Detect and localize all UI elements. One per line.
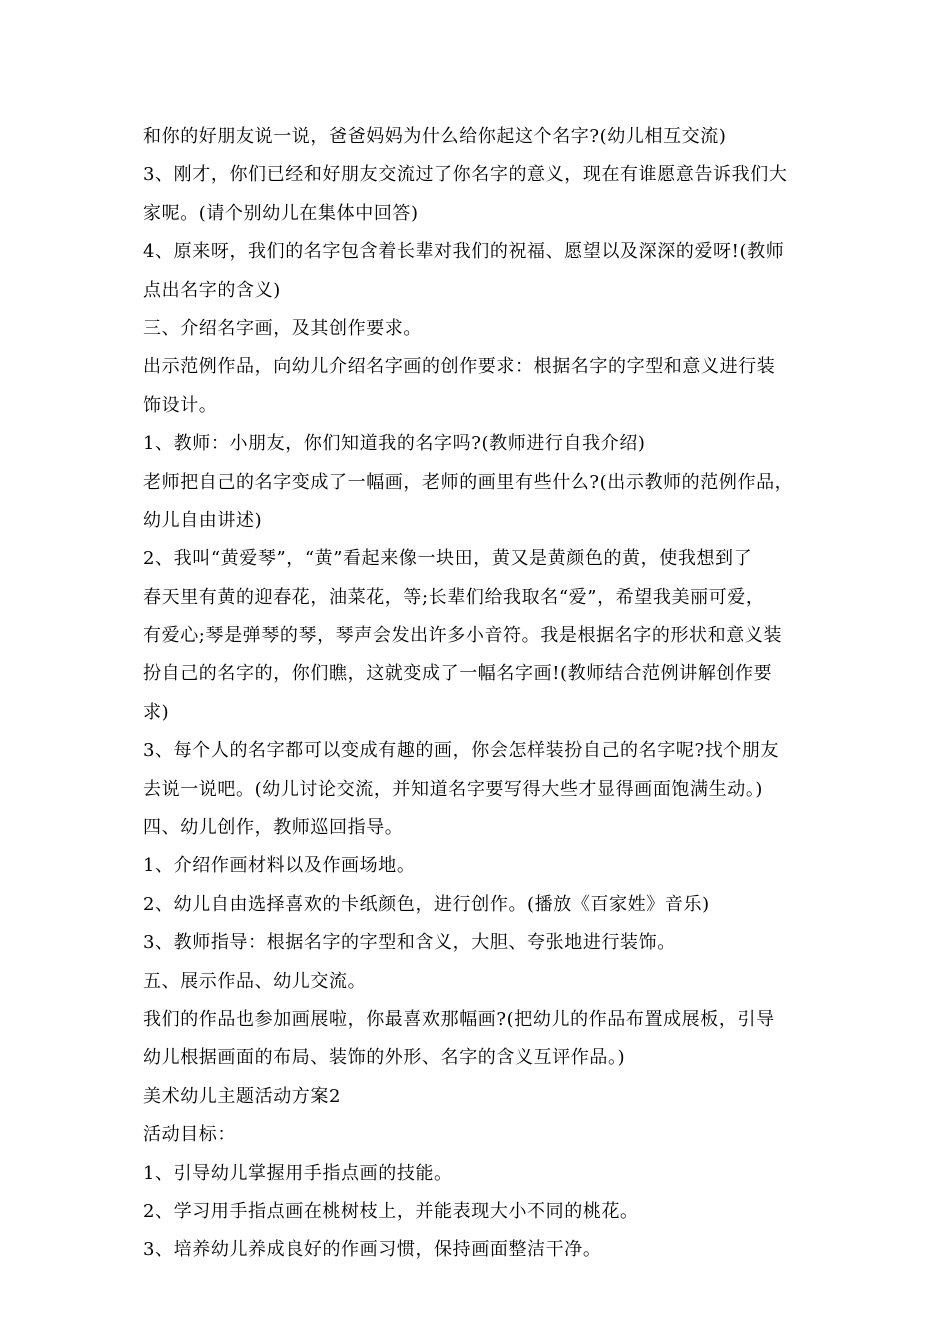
text-line: 有爱心;琴是弹琴的琴，琴声会发出许多小音符。我是根据名字的形状和意义装	[143, 625, 783, 647]
text-line: 出示范例作品，向幼儿介绍名字画的创作要求：根据名字的字型和意义进行装	[143, 356, 776, 378]
text-line: 春天里有黄的迎春花，油菜花，等;长辈们给我取名“爱”，希望我美丽可爱，	[143, 586, 765, 608]
text-line: 幼儿根据画面的布局、装饰的外形、名字的含义互评作品。)	[143, 1047, 626, 1069]
text-line: 去说一说吧。(幼儿讨论交流，并知道名字要写得大些才显得画面饱满生动。)	[143, 778, 764, 800]
plan-title: 美术幼儿主题活动方案2	[143, 1085, 342, 1107]
text-line: 1、介绍作画材料以及作画场地。	[143, 855, 416, 877]
text-line: 老师把自己的名字变成了一幅画，老师的画里有些什么?(出示教师的范例作品，	[143, 471, 794, 493]
text-line: 幼儿自由讲述)	[143, 509, 263, 531]
document-body	[143, 118, 823, 1270]
text-line: 2、我叫“黄爱琴”，“黄”看起来像一块田，黄又是黄颜色的黄，使我想到了	[143, 548, 753, 570]
text-line: 1、引导幼儿掌握用手指点画的技能。	[143, 1162, 453, 1184]
text-line: 1、教师：小朋友，你们知道我的名字吗?(教师进行自我介绍)	[143, 433, 646, 455]
section-heading: 三、介绍名字画，及其创作要求。	[143, 317, 422, 339]
text-line: 求)	[143, 701, 170, 723]
section-heading: 四、幼儿创作，教师巡回指导。	[143, 817, 404, 839]
text-line: 和你的好朋友说一说，爸爸妈妈为什么给你起这个名字?(幼儿相互交流)	[143, 126, 727, 147]
section-heading: 五、展示作品、幼儿交流。	[143, 970, 367, 992]
text-line: 3、刚才，你们已经和好朋友交流过了你名字的意义，现在有谁愿意告诉我们大	[143, 164, 788, 186]
text-line: 3、每个人的名字都可以变成有趣的画，你会怎样装扮自己的名字呢?找个朋友	[143, 740, 780, 762]
text-line: 饰设计。	[143, 394, 218, 416]
text-line: 扮自己的名字的，你们瞧，这就变成了一幅名字画!(教师结合范例讲解创作要	[143, 663, 773, 685]
text-line: 点出名字的含义)	[143, 279, 281, 301]
text-line: 2、幼儿自由选择喜欢的卡纸颜色，进行创作。(播放《百家姓》音乐)	[143, 893, 710, 915]
text-line: 我们的作品也参加画展啦，你最喜欢那幅画?(把幼儿的作品布置成展板，引导	[143, 1008, 775, 1030]
subsection-heading: 活动目标：	[143, 1124, 236, 1146]
text-line: 4、原来呀，我们的名字包含着长辈对我们的祝福、愿望以及深深的爱呀!(教师	[143, 241, 785, 263]
text-line: 家呢。(请个别幼儿在集体中回答)	[143, 202, 419, 224]
text-line: 2、学习用手指点画在桃树枝上，并能表现大小不同的桃花。	[143, 1200, 639, 1222]
text-line: 3、教师指导：根据名字的字型和含义，大胆、夸张地进行装饰。	[143, 932, 676, 954]
text-line: 3、培养幼儿养成良好的作画习惯，保持画面整洁干净。	[143, 1239, 602, 1261]
